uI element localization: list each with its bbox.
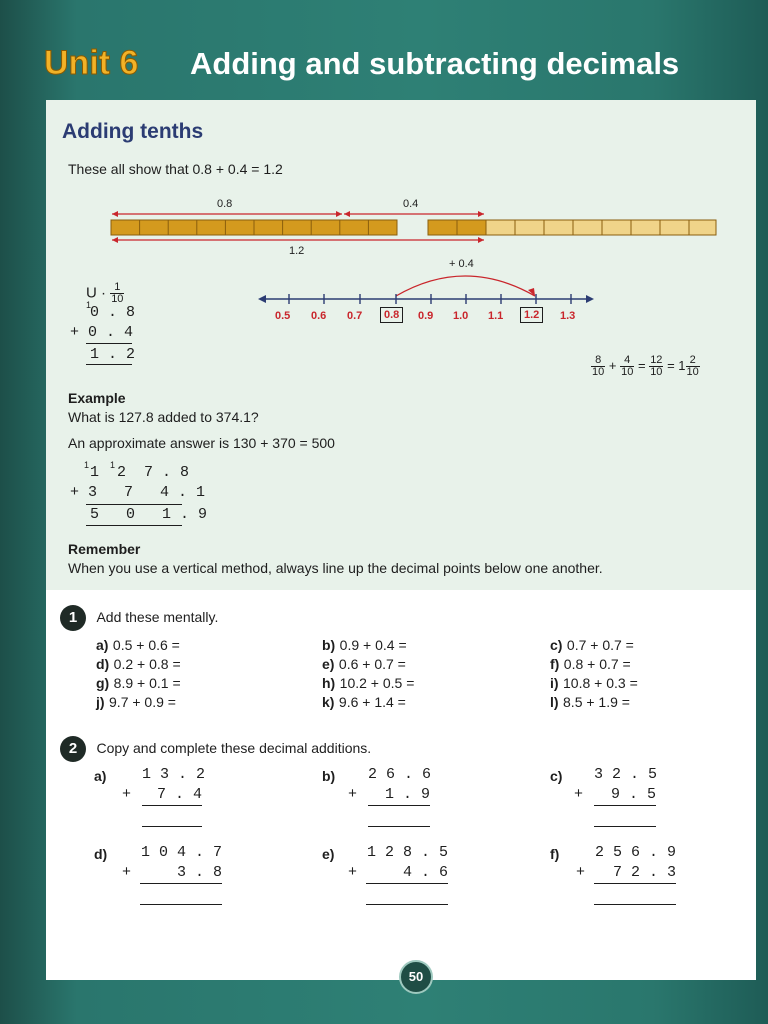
unit-header [40,40,760,92]
q2c-answer-line[interactable] [594,826,656,827]
q2b-bottom: 1 . 9 [384,786,430,803]
unit-label: Unit 6 [44,44,139,82]
q2a-top: 1 3 . 2 [142,766,206,783]
q2e-label: e) [322,846,335,862]
q2d-answer-line[interactable] [140,904,222,905]
q2a-answer-line[interactable] [142,826,202,827]
tick-05: 0.5 [275,310,291,322]
q2d-plus: + [122,864,132,881]
tick-13: 1.3 [560,310,576,322]
tick-06: 0.6 [311,310,327,322]
q2d-label: d) [94,846,108,862]
q2f-rule [594,883,676,884]
q2b-rule [368,805,430,806]
example-row2: + 3 7 4 . 1 [70,484,206,501]
example-result: 5 0 1 . 9 [90,506,208,523]
column-row2: + 0 . 4 [70,324,134,341]
q2a-label: a) [94,768,107,784]
q2d-top: 1 0 4 . 7 [140,844,222,861]
section-heading: Adding tenths [62,120,204,143]
q2b-top: 2 6 . 6 [368,766,432,783]
q2a-rule [142,805,202,806]
section-intro: These all show that 0.8 + 0.4 = 1.2 [68,161,283,177]
column-result: 1 . 2 [90,346,136,363]
q1-col-2: b) 0.9 + 0.4 = e) 0.6 + 0.7 = h) 10.2 + 0.5 = k) 9.6 + 1.4 = [322,637,415,710]
q2f-label: f) [550,846,560,862]
number-line [256,268,596,304]
q2a-plus: + [122,786,132,803]
bar-08-arrow [112,211,342,217]
q1-number-badge: 1 [60,605,86,631]
q2e-bottom: 4 . 6 [402,864,448,881]
jump-arc [396,276,535,296]
example-carry-1: 1 [84,460,90,470]
q2c-bottom: 9 . 5 [610,786,656,803]
example-label: Example [68,390,126,406]
tick-10: 1.0 [453,310,469,322]
column-head [86,282,124,305]
tick-11: 1.1 [488,310,504,322]
column-row1: 0 . 8 [90,304,136,321]
remember-label: Remember [68,541,141,557]
q2b-plus: + [348,786,358,803]
tick-09: 0.9 [418,310,434,322]
q2c-rule [594,805,656,806]
bar-12-arrow [112,237,484,243]
q2d-rule [140,883,222,884]
q2a-bottom: 7 . 4 [156,786,202,803]
column-rule-top [86,343,132,344]
bar-label-12: 1.2 [289,245,305,257]
fraction-sum: $\frac{8}{10}$ + $\frac{4}{10}$ = $\frac{12}{10}$ = 1 $\frac{2}{10}$ [592,354,699,378]
q2b-label: b) [322,768,336,784]
q2f-answer-line[interactable] [594,904,676,905]
q2e-answer-line[interactable] [366,904,448,905]
q2e-rule [366,883,448,884]
textbook-page [46,100,756,980]
q2d-bottom: 3 . 8 [176,864,222,881]
q2e-top: 1 2 8 . 5 [366,844,448,861]
example-rule-bottom [86,525,182,526]
q2c-plus: + [574,786,584,803]
example-rule-top [86,504,182,505]
q2f-top: 2 5 6 . 9 [594,844,676,861]
tick-12-boxed: 1.2 [520,307,543,323]
example-question: What is 127.8 added to 374.1? [68,409,259,425]
column-rule-bottom [86,364,132,365]
q2f-bottom: 7 2 . 3 [612,864,676,881]
unit-title: Adding and subtracting decimals [190,46,680,81]
q2-instruction: Copy and complete these decimal additions. [96,740,372,756]
q1-col-1: a) 0.5 + 0.6 = d) 0.2 + 0.8 = g) 8.9 + 0.1 = j) 9.7 + 0.9 = [96,637,181,710]
q2c-label: c) [550,768,563,784]
q2f-plus: + [576,864,586,881]
bar-label-08: 0.8 [217,198,233,210]
q2b-answer-line[interactable] [368,826,430,827]
jump-label: + 0.4 [449,258,474,270]
q1-instruction: Add these mentally. [96,609,219,625]
example-approx: An approximate answer is 130 + 370 = 500 [68,435,335,451]
q1-col-3: c) 0.7 + 0.7 = f) 0.8 + 0.7 = i) 10.8 + 0.3 = l) 8.5 + 1.9 = [550,637,638,710]
example-carry-2: 1 [110,460,116,470]
tick-07: 0.7 [347,310,363,322]
remember-text: When you use a vertical method, always line up the decimal points below one another. [68,560,603,576]
tick-08-boxed: 0.8 [380,307,403,323]
page-number-badge: 50 [399,960,433,994]
q2e-plus: + [348,864,358,881]
bar-label-04: 0.4 [403,198,419,210]
q2-number-badge: 2 [60,736,86,762]
q2-header [60,736,371,762]
bar-04-arrow [344,211,484,217]
column-head-tenths: $\frac{1}{10}$ [111,281,124,305]
column-head-units: U [86,284,97,302]
q1-header [60,605,218,631]
example-row1: 1 2 7 . 8 [90,464,190,481]
column-head-dot: · [101,284,107,302]
carry-digit: 1 [86,300,92,310]
q2c-top: 3 2 . 5 [594,766,658,783]
